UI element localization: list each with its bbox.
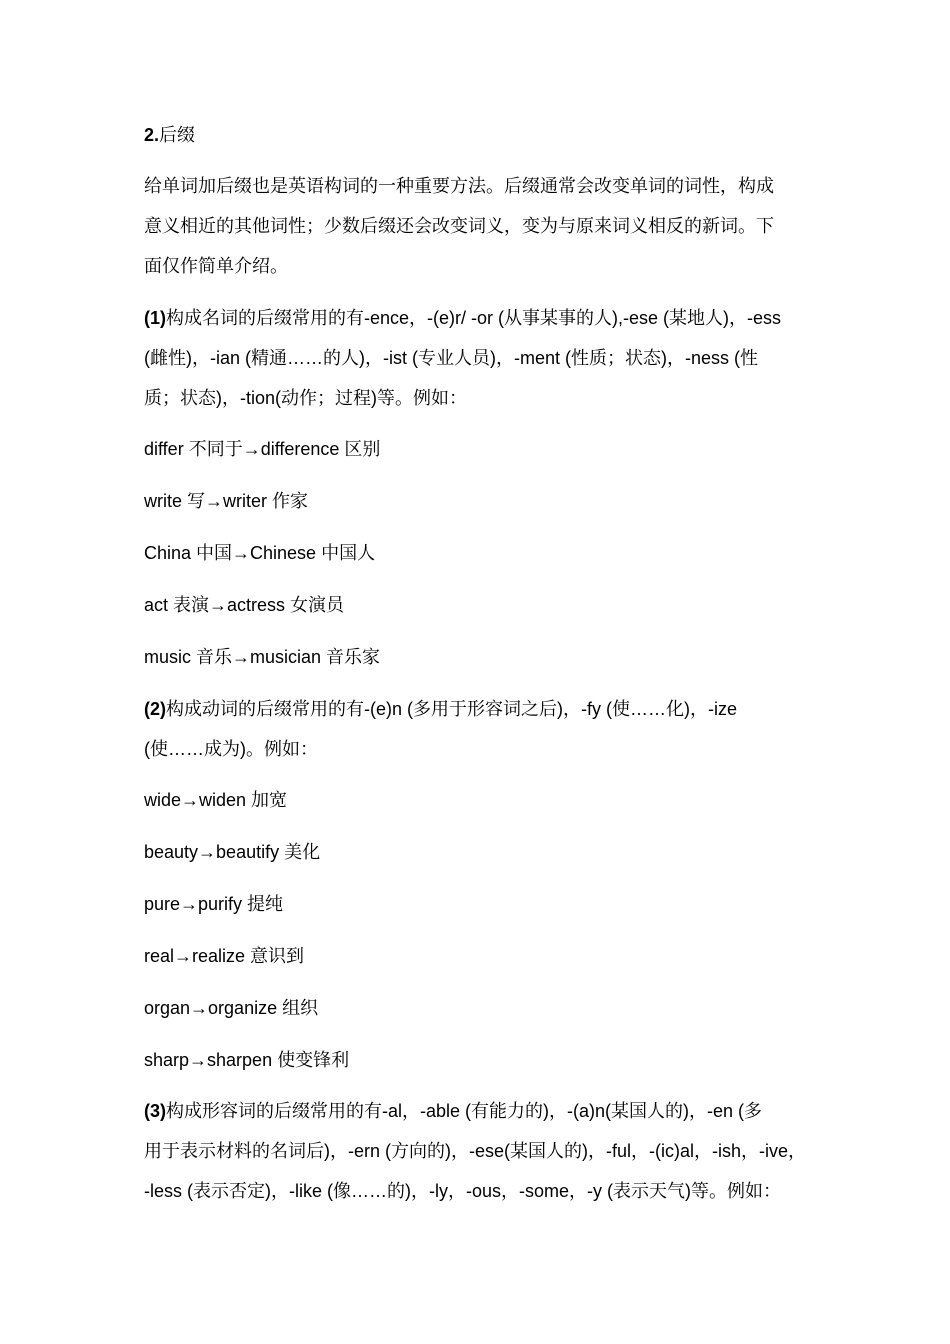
- example-item: differ 不同于→difference 区别: [144, 439, 381, 459]
- verb-rule-text: 构成动词的后缀常用的有-(e)n (多用于形容词之后)，-fy (使……化)，-ize: [166, 699, 737, 719]
- intro-line: 面仅作简单介绍。: [144, 256, 288, 276]
- example-item: beauty→beautify 美化: [144, 842, 321, 862]
- adj-rule-number: (3): [144, 1101, 166, 1121]
- noun-rule-line: (雌性)，-ian (精通……的人)，-ist (专业人员)，-ment (性质；状态)，-ness (性: [144, 348, 758, 368]
- example-item: act 表演→actress 女演员: [144, 595, 345, 615]
- example-item: wide→widen 加宽: [144, 790, 288, 810]
- section-heading: [144, 124, 195, 146]
- noun-rule-line: 质；状态)，-tion(动作；过程)等。例如：: [144, 388, 467, 408]
- adj-rule-line: [144, 1100, 762, 1122]
- verb-rule-number: (2): [144, 699, 166, 719]
- example-item: music 音乐→musician 音乐家: [144, 647, 381, 667]
- noun-rule-line: [144, 307, 781, 329]
- example-item: organ→organize 组织: [144, 998, 319, 1018]
- example-item: real→realize 意识到: [144, 946, 305, 966]
- example-item: pure→purify 提纯: [144, 894, 284, 914]
- section-title: 后缀: [159, 125, 196, 145]
- noun-rule-number: (1): [144, 308, 166, 328]
- example-item: write 写→writer 作家: [144, 491, 309, 511]
- adj-rule-line: 用于表示材料的名词后)，-ern (方向的)，-ese(某国人的)，-ful，-(ic)al，-ish，-ive，: [144, 1141, 806, 1161]
- section-number: 2.: [144, 125, 160, 145]
- intro-line: 给单词加后缀也是英语构词的一种重要方法。后缀通常会改变单词的词性，构成: [144, 176, 774, 196]
- verb-rule-line: [144, 698, 737, 720]
- noun-rule-text: 构成名词的后缀常用的有-ence，-(e)r/ -or (从事某事的人),-ese (某地人)，-ess: [166, 308, 782, 328]
- intro-line: 意义相近的其他词性；少数后缀还会改变词义，变为与原来词义相反的新词。下: [144, 216, 774, 236]
- verb-rule-line: (使……成为)。例如：: [144, 739, 318, 759]
- example-item: China 中国→Chinese 中国人: [144, 543, 376, 563]
- example-item: sharp→sharpen 使变锋利: [144, 1050, 350, 1070]
- adj-rule-text: 构成形容词的后缀常用的有-al，-able (有能力的)，-(a)n(某国人的)，-en (多: [166, 1101, 763, 1121]
- adj-rule-line: -less (表示否定)，-like (像……的)，-ly，-ous，-some，-y (表示天气)等。例如：: [144, 1181, 781, 1201]
